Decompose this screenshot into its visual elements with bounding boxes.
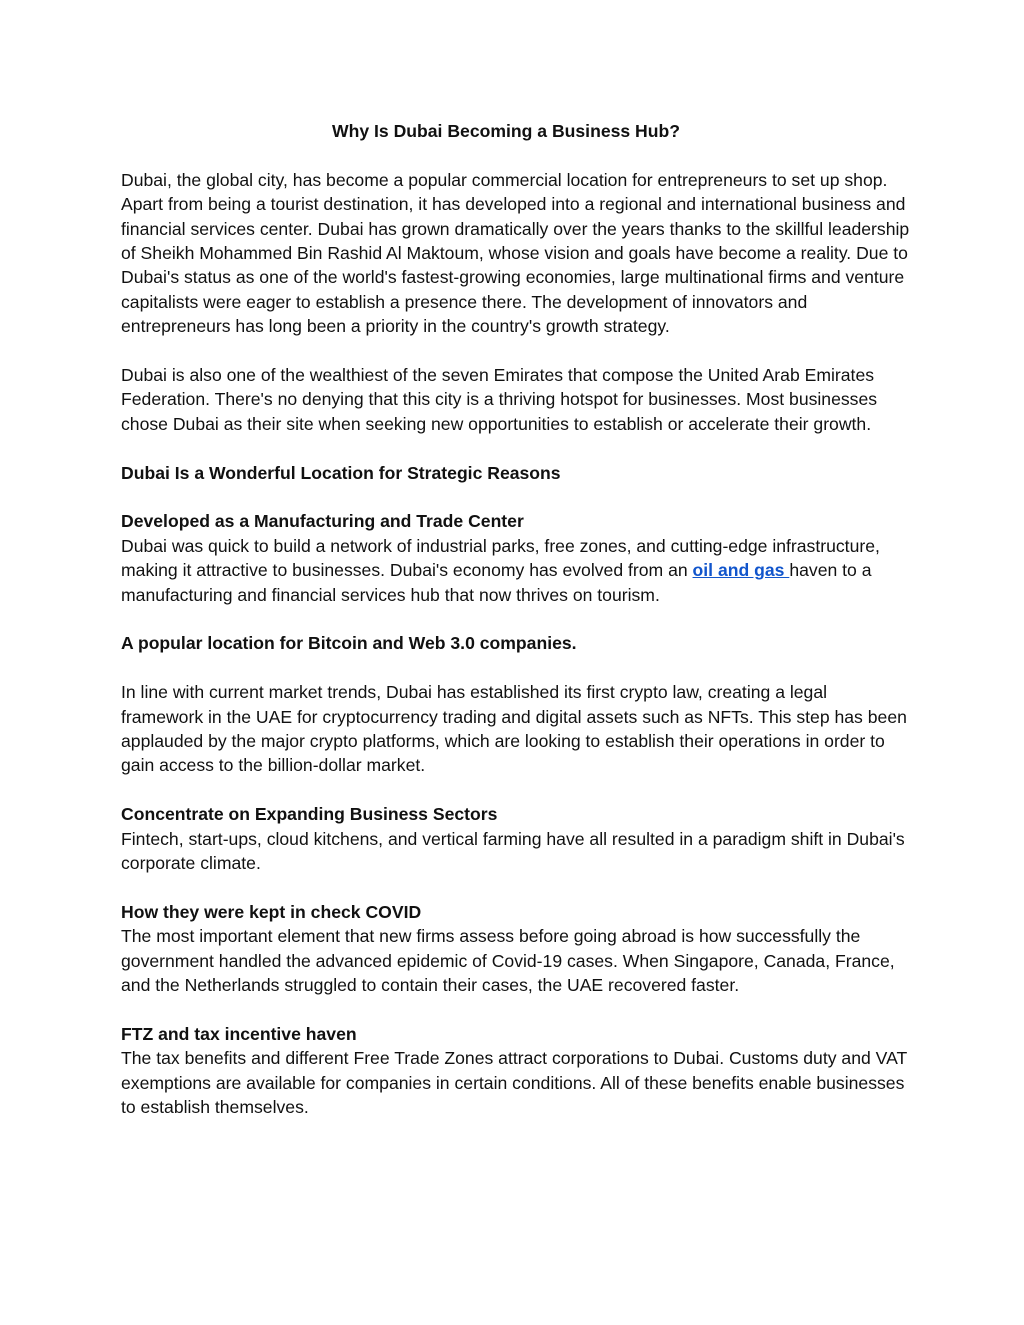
bitcoin-heading: A popular location for Bitcoin and Web 3.0 companies. xyxy=(121,633,577,654)
document-title: Why Is Dubai Becoming a Business Hub? xyxy=(331,121,681,141)
section-sectors xyxy=(121,802,911,875)
second-paragraph: Dubai is also one of the wealthiest of the seven Emirates that compose the United Arab Emirates Federation. There's no denying that this city is a thriving hotspot for businesses. Most businesses chose Dubai as their site when seeking new opportunities to establish or accelerate their growth. xyxy=(121,365,878,434)
oil-and-gas-link[interactable]: oil and gas xyxy=(692,560,790,581)
sectors-heading: Concentrate on Expanding Business Sectors xyxy=(121,804,498,825)
covid-text: The most important element that new firms assess before going abroad is how successfully the government handled the advanced epidemic of Covid-19 cases. When Singapore, Canada, France, and the Netherlands struggled to contain their cases, the UAE recovered faster. xyxy=(121,926,895,996)
section-heading-strategic: Dubai Is a Wonderful Location for Strategic Reasons xyxy=(121,462,561,483)
manufacturing-heading: Developed as a Manufacturing and Trade Center xyxy=(121,511,524,532)
manufacturing-text-before-link: Dubai was quick to build a network of industrial parks, free zones, and cutting-edge infrastructure, making it attractive to businesses. Dubai's economy has evolved from an xyxy=(121,535,880,581)
sectors-text: Fintech, start-ups, cloud kitchens, and vertical farming have all resulted in a paradigm shift in Dubai's corporate climate. xyxy=(121,828,905,874)
covid-heading: How they were kept in check COVID xyxy=(121,901,422,922)
intro-paragraph: Dubai, the global city, has become a popular commercial location for entrepreneurs to set up shop. Apart from being a tourist destination, it has developed into a regional and international business and financial services center. Dubai has grown dramatically over the years thanks to the skillful leadership of Sheikh Mohammed Bin Rashid Al Maktoum, whose vision and goals have become a reality. Due to Dubai's status as one of the world's fastest-growing economies, large multinational firms and venture capitalists were eager to establish a presence there. The development of innovators and entrepreneurs has long been a priority in the country's growth strategy. xyxy=(121,169,910,337)
manufacturing-text-after-link: haven to a manufacturing and financial services hub that now thrives on tourism. xyxy=(121,560,872,605)
ftz-heading: FTZ and tax incentive haven xyxy=(121,1023,357,1044)
ftz-text: The tax benefits and different Free Trade Zones attract corporations to Dubai. Customs duty and VAT exemptions are available for companies in certain conditions. All of these benefits enable businesses to establish themselves. xyxy=(121,1048,907,1118)
document-page xyxy=(121,119,911,1144)
bitcoin-paragraph: In line with current market trends, Dubai has established its first crypto law, creating a legal framework in the UAE for cryptocurrency trading and digital assets such as NFTs. This step has been applauded by the major crypto platforms, which are looking to establish their operations in order to gain access to the billion-dollar market. xyxy=(121,682,907,776)
section-manufacturing xyxy=(121,509,911,607)
section-ftz xyxy=(121,1022,911,1120)
section-covid xyxy=(121,900,911,998)
